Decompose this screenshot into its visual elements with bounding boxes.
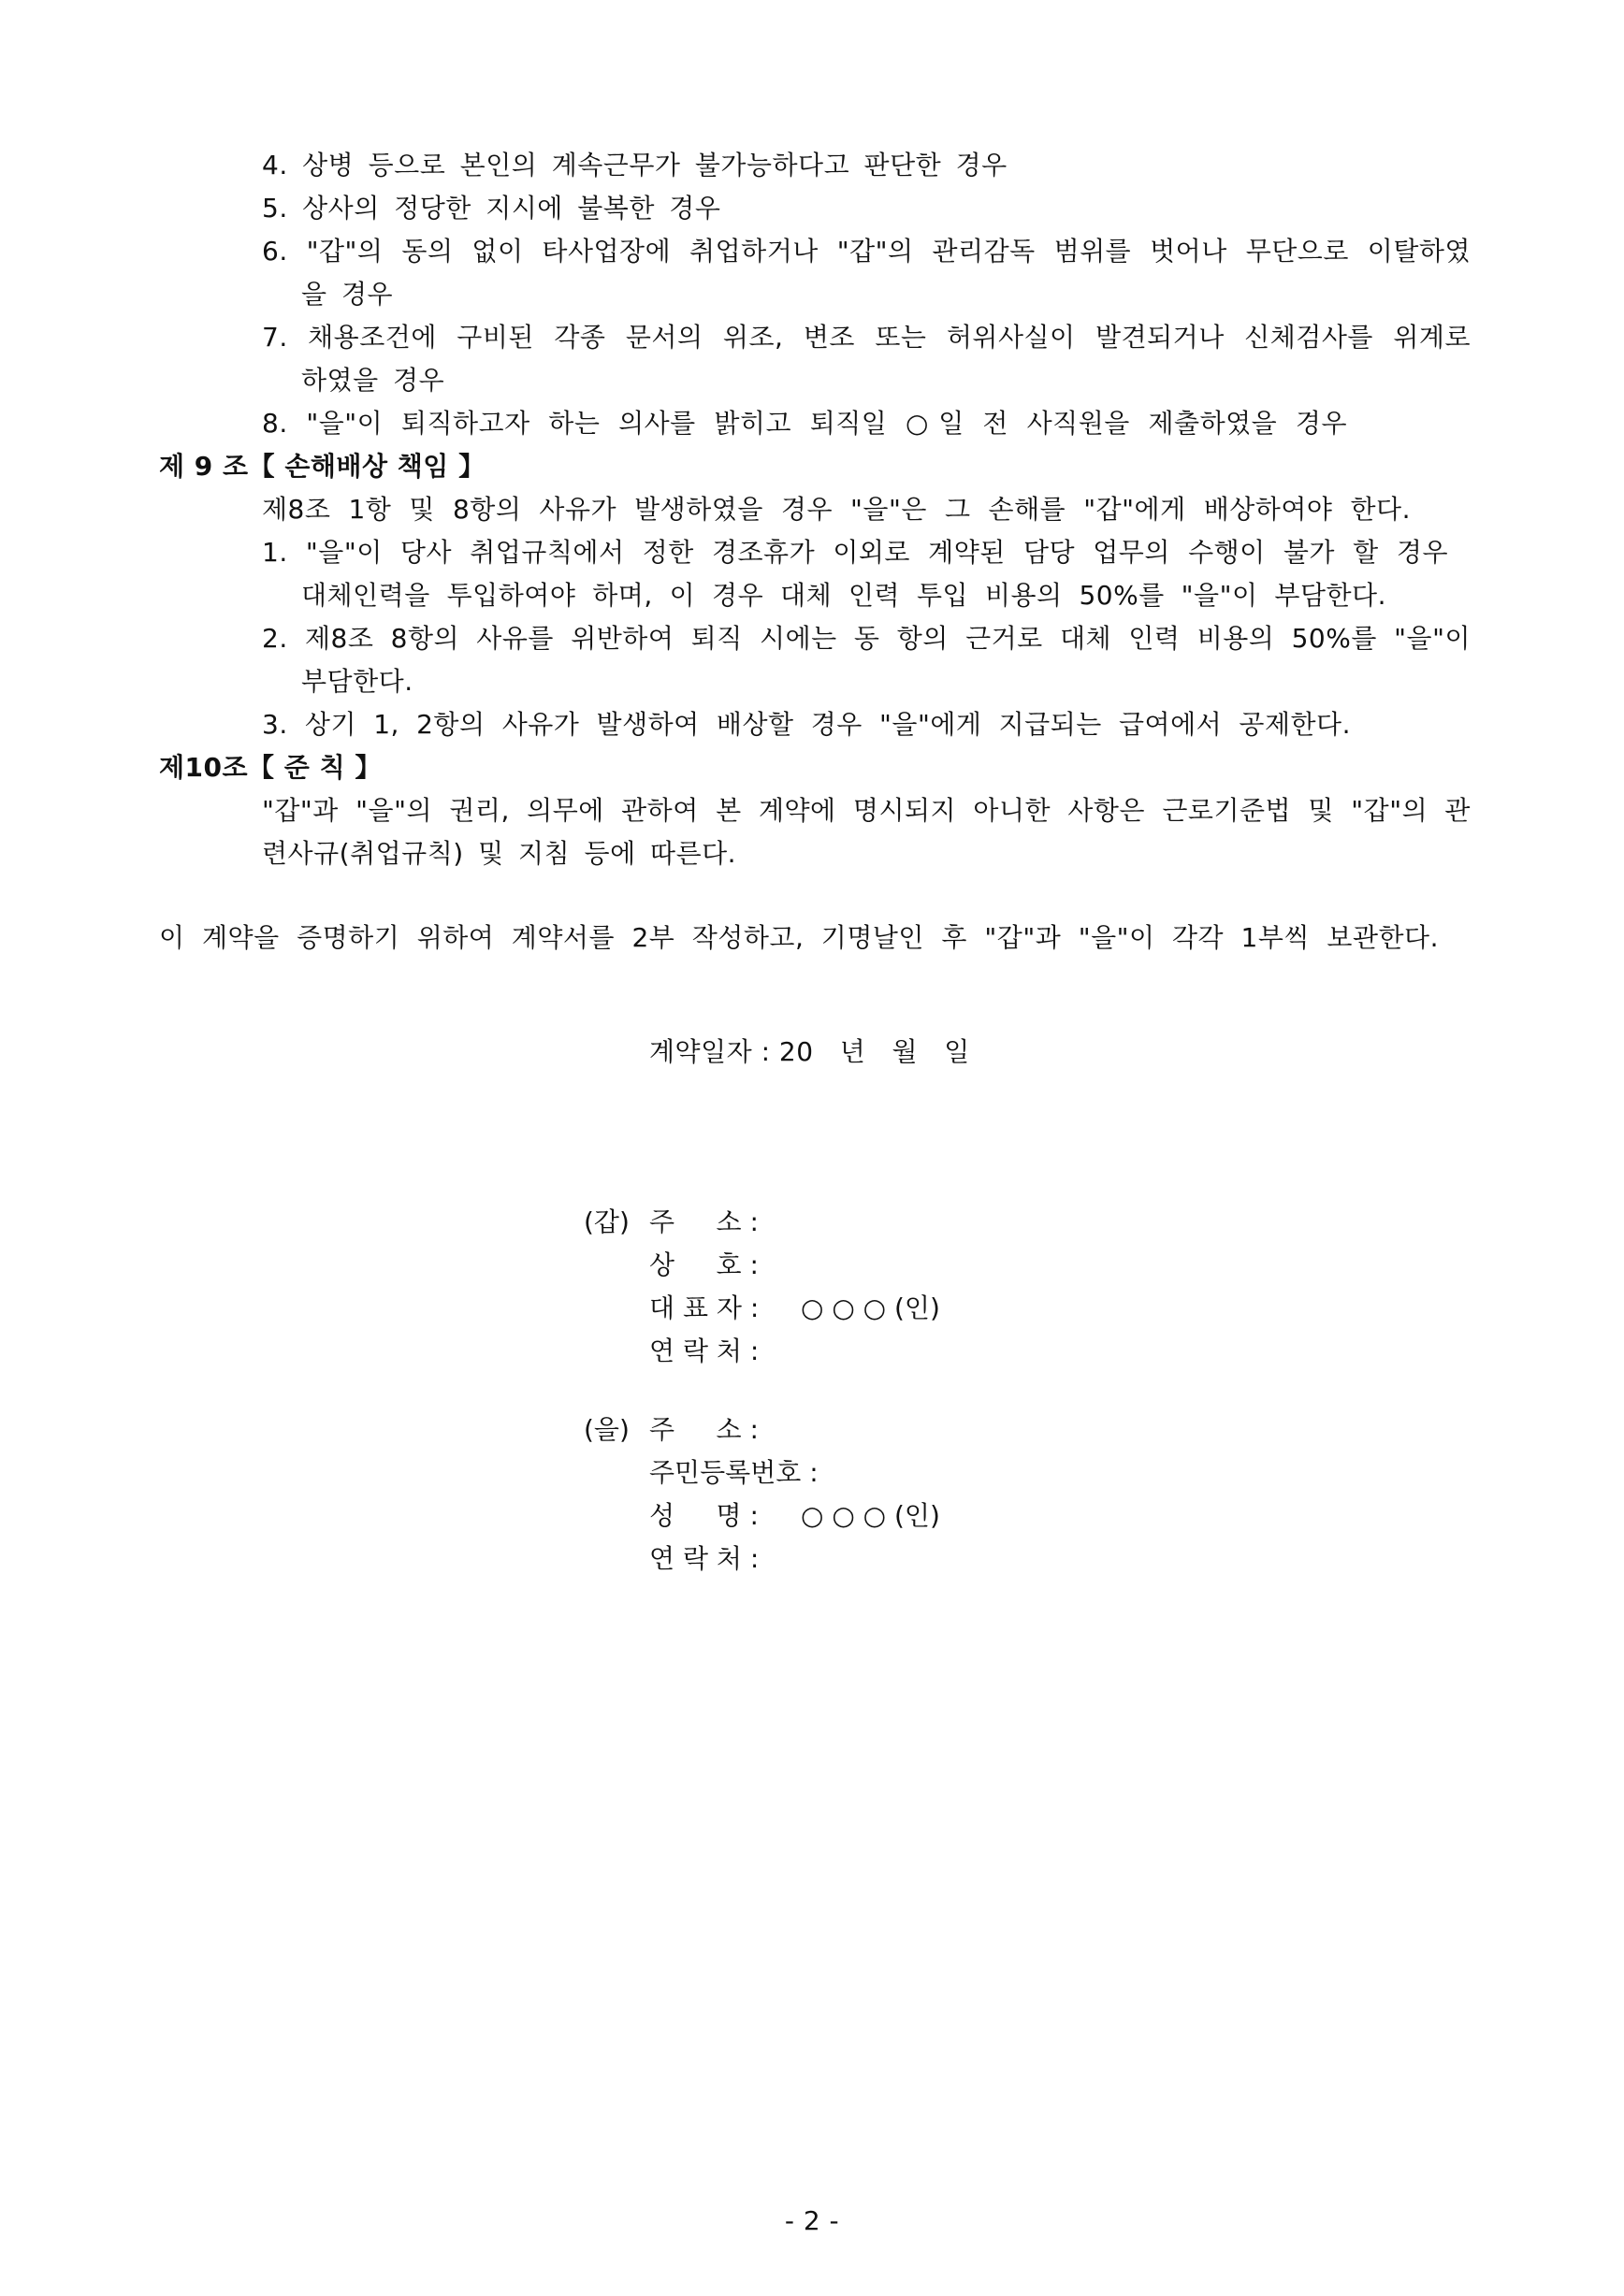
party-a-tag: (갑) xyxy=(584,1206,630,1237)
article-9-item-3: 3. 상기 1, 2항의 사유가 발생하여 배상할 경우 "을"에게 지급되는 급여에서 공제한다. xyxy=(262,709,1351,740)
contract-date: 계약일자 : 20 년 월 일 xyxy=(649,1036,970,1067)
article-9-item-1: 1. "을"이 당사 취업규칙에서 정한 경조휴가 이외로 계약된 담당 업무의 수행이 불가 할 경우 xyxy=(262,537,1448,568)
clause-8-item-6: 6. "갑"의 동의 없이 타사업장에 취업하거나 "갑"의 관리감독 범위를 벗어나 무단으로 이탈하였 xyxy=(262,236,1471,267)
article-9-item-1-cont: 대체인력을 투입하여야 하며, 이 경우 대체 인력 투입 비용의 50%를 "을"이 부담한다. xyxy=(301,580,1386,611)
article-9-heading: 제 9 조【 손해배상 책임 】 xyxy=(159,451,486,482)
page-number: - 2 - xyxy=(784,2205,840,2236)
clause-8-item-7: 7. 채용조건에 구비된 각종 문서의 위조, 변조 또는 허위사실이 발견되거나 신체검사를 위계로 xyxy=(262,322,1471,353)
party-b-name-seal: ○ ○ ○ (인) xyxy=(801,1500,940,1531)
party-b-name-label: 성 명 : xyxy=(649,1500,759,1531)
article-10-heading: 제10조【 준 칙 】 xyxy=(159,752,382,783)
article-10-line-2: 련사규(취업규칙) 및 지침 등에 따른다. xyxy=(262,838,737,869)
party-b-tag: (을) xyxy=(584,1414,630,1445)
party-b-address-label: 주 소 : xyxy=(649,1414,759,1445)
clause-8-item-7-cont: 하였을 경우 xyxy=(301,365,445,396)
party-b-id-number-label: 주민등록번호 : xyxy=(649,1457,819,1488)
clause-8-item-5: 5. 상사의 정당한 지시에 불복한 경우 xyxy=(262,193,721,224)
party-a-representative-label: 대 표 자 : xyxy=(649,1292,760,1323)
article-9-item-2-cont: 부담한다. xyxy=(301,666,413,697)
party-a-contact-label: 연 락 처 : xyxy=(649,1336,760,1366)
article-10-line-1: "갑"과 "을"의 권리, 의무에 관하여 본 계약에 명시되지 아니한 사항은 근로기준법 및 "갑"의 관 xyxy=(262,795,1471,826)
party-a-representative-seal: ○ ○ ○ (인) xyxy=(801,1292,940,1323)
party-a-company-label: 상 호 : xyxy=(649,1249,759,1280)
article-9-item-2: 2. 제8조 8항의 사유를 위반하여 퇴직 시에는 동 항의 근거로 대체 인력 비용의 50%를 "을"이 xyxy=(262,623,1471,654)
closing-statement: 이 계약을 증명하기 위하여 계약서를 2부 작성하고, 기명날인 후 "갑"과 "을"이 각각 1부씩 보관한다. xyxy=(159,922,1439,953)
party-a-address-label: 주 소 : xyxy=(649,1206,759,1237)
clause-8-item-6-cont: 을 경우 xyxy=(301,279,394,310)
party-b-contact-label: 연 락 처 : xyxy=(649,1543,760,1574)
clause-8-item-4: 4. 상병 등으로 본인의 계속근무가 불가능하다고 판단한 경우 xyxy=(262,150,1008,181)
article-9-intro: 제8조 1항 및 8항의 사유가 발생하였을 경우 "을"은 그 손해를 "갑"에게 배상하여야 한다. xyxy=(262,494,1411,525)
clause-8-item-8: 8. "을"이 퇴직하고자 하는 의사를 밝히고 퇴직일 ○일 전 사직원을 제출하였을 경우 xyxy=(262,408,1347,439)
